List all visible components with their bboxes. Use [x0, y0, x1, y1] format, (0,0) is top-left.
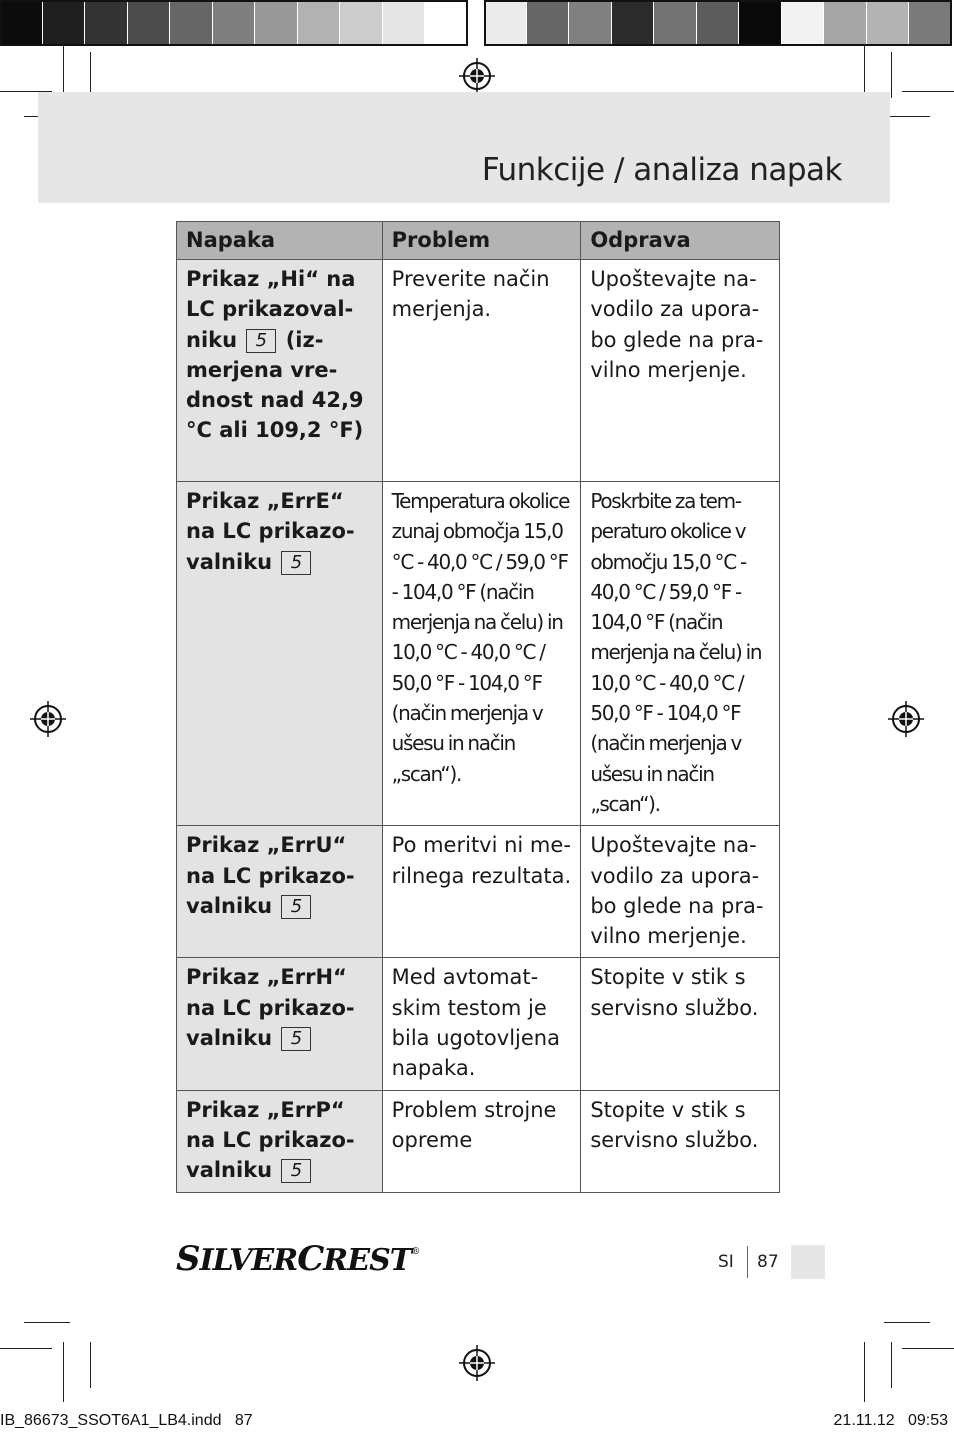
error-text: Prikaz „ErrE“ na LC prikazovalniku: [186, 489, 355, 574]
swatch-frame-left: [0, 0, 468, 46]
display-reference: 5: [281, 1027, 311, 1051]
display-reference: 5: [281, 1159, 311, 1183]
column-header-problem: Problem: [382, 222, 581, 260]
fix-cell: Upoštevajte navodilo za uporabo glede na pravilno merjenje.: [581, 826, 780, 958]
table-row: [177, 958, 780, 1090]
print-slug-datetime: 21.11.12 09:53: [833, 1412, 948, 1429]
error-cell: [177, 958, 383, 1090]
error-text: Prikaz „ErrP“ na LC prikazovalniku: [186, 1097, 355, 1183]
swatch-frame-right: [484, 0, 952, 46]
page-title: Funkcije / analiza napak: [481, 152, 842, 188]
table-header-row: [177, 222, 780, 260]
error-cell: [177, 482, 383, 826]
page-number: 87: [757, 1252, 779, 1272]
fix-cell: Stopite v stik s servisno službo.: [581, 958, 780, 1090]
page-tab-marker: [791, 1245, 825, 1279]
problem-cell: Temperatura okolice zunaj območja 15,0 °C - 40,0 °C / 59,0 °F - 104,0 °F (način merjenja na čelu) in 10,0 °C - 40,0 °C / 50,0 °F - 104,0 °F (način merjenja v ušesu in način „scan“).: [382, 482, 581, 826]
problem-cell: Problem strojne opreme: [382, 1090, 581, 1192]
table-row: [177, 826, 780, 958]
error-cell: [177, 1090, 383, 1192]
table-row: [177, 1090, 780, 1192]
registration-mark-right: [888, 701, 924, 737]
error-text: Prikaz „Hi“ na LC prikazovalniku: [186, 267, 356, 352]
table-row: [177, 260, 780, 482]
registration-mark-top: [459, 58, 495, 94]
registration-mark-bottom: [459, 1345, 495, 1381]
fix-cell: Poskrbite za temperaturo okolice v območju 15,0 °C - 40,0 °C / 59,0 °F - 104,0 °F (način merjenja na čelu) in 10,0 °C - 40,0 °C / 50,0 °F - 104,0 °F (način merjenja v ušesu in način „scan“).: [581, 482, 780, 826]
error-cell: [177, 260, 383, 482]
display-reference: 5: [246, 329, 276, 353]
registration-mark-left: [30, 701, 66, 737]
fix-cell: Stopite v stik s servisno službo.: [581, 1090, 780, 1192]
silvercrest-logo: SILVERCREST®: [176, 1239, 420, 1279]
problem-cell: Preverite način merjenja.: [382, 260, 581, 482]
problem-cell: Med avtomatskim testom je bila ugotovljena napaka.: [382, 958, 581, 1090]
fix-cell: Upoštevajte navodilo za uporabo glede na pravilno merjenje.: [581, 260, 780, 482]
column-header-fix: Odprava: [581, 222, 780, 260]
display-reference: 5: [281, 895, 311, 919]
display-reference: 5: [281, 551, 311, 575]
error-text: Prikaz „ErrH“ na LC prikazovalniku: [186, 965, 355, 1051]
color-calibration-bar: [0, 0, 954, 46]
table-row: [177, 482, 780, 826]
error-cell: [177, 826, 383, 958]
language-code: SI: [718, 1252, 734, 1272]
error-text: Prikaz „ErrU“ na LC prikazovalniku: [186, 833, 355, 918]
error-text-continued: (izmerjena vrednost nad 42,9 °C ali 109,2 °F): [186, 327, 364, 443]
print-slug-file: IB_86673_SSOT6A1_LB4.indd 87: [0, 1412, 253, 1429]
troubleshooting-table: [176, 221, 780, 1193]
problem-cell: Po meritvi ni merilnega rezultata.: [382, 826, 581, 958]
column-header-error: Napaka: [177, 222, 383, 260]
footer-divider: [747, 1246, 748, 1278]
